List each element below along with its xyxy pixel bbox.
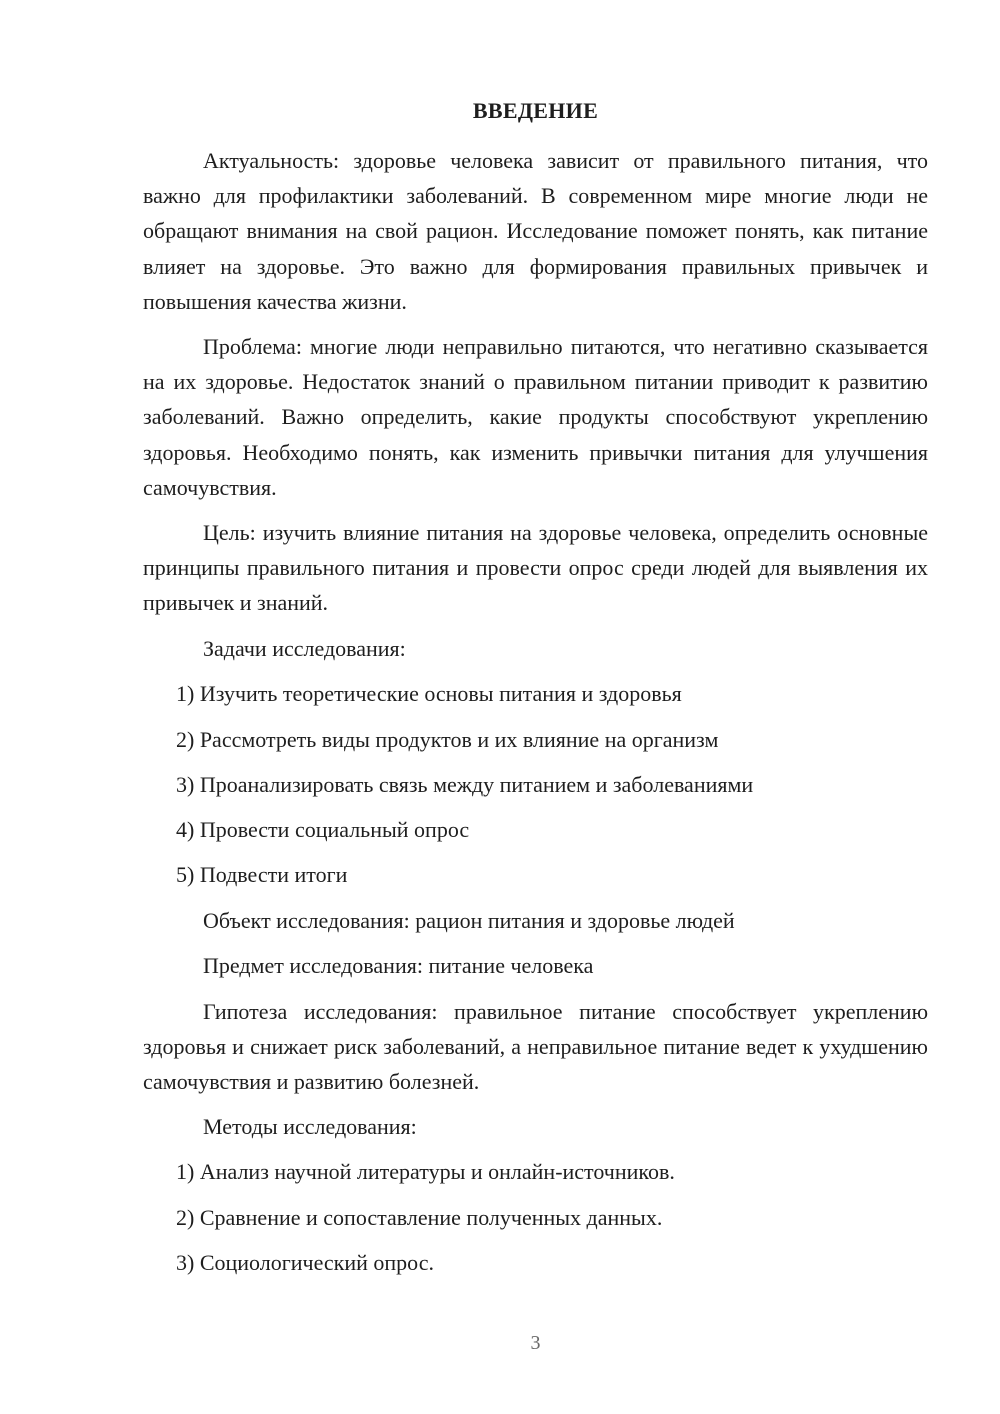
method-item: 2) Сравнение и сопоставление полученных данных.	[176, 1205, 663, 1230]
hypothesis-paragraph: Гипотеза исследования: правильное питание способствует укреплению здоровья и снижает риск заболеваний, а неправильное питание ведет к ухудшению самочувствия и развитию болезней.	[143, 999, 928, 1095]
task-item: 1) Изучить теоретические основы питания и здоровья	[176, 681, 682, 706]
research-object: Объект исследования: рацион питания и здоровье людей	[203, 908, 735, 933]
research-subject: Предмет исследования: питание человека	[203, 953, 594, 978]
page-title: ВВЕДЕНИЕ	[472, 98, 599, 123]
task-item: 3) Проанализировать связь между питанием и заболеваниями	[176, 772, 754, 797]
method-item: 1) Анализ научной литературы и онлайн-источников.	[176, 1159, 675, 1184]
method-item: 3) Социологический опрос.	[176, 1250, 434, 1275]
goal-paragraph: Цель: изучить влияние питания на здоровье человека, определить основные принципы правильного питания и провести опрос среди людей для выявления их привычек и знаний.	[143, 520, 928, 616]
page-number: 3	[530, 1332, 541, 1354]
problem-paragraph: Проблема: многие люди неправильно питаются, что негативно сказывается на их здоровье. Недостаток знаний о правильном питании приводит к развитию заболеваний. Важно определить, какие продукты способствуют укреплению здоровья. Необходимо понять, как изменить привычки питания для улучшения самочувствия.	[143, 334, 928, 500]
task-item: 5) Подвести итоги	[176, 862, 348, 887]
task-item: 4) Провести социальный опрос	[176, 817, 470, 842]
relevance-paragraph: Актуальность: здоровье человека зависит от правильного питания, что важно для профилактики заболеваний. В современном мире многие люди не обращают внимания на свой рацион. Исследование поможет понять, как питание влияет на здоровье. Это важно для формирования правильных привычек и повышения качества жизни.	[143, 148, 928, 314]
task-item: 2) Рассмотреть виды продуктов и их влияние на организм	[176, 727, 719, 752]
methods-heading: Методы исследования:	[203, 1114, 417, 1139]
tasks-heading: Задачи исследования:	[203, 636, 406, 661]
